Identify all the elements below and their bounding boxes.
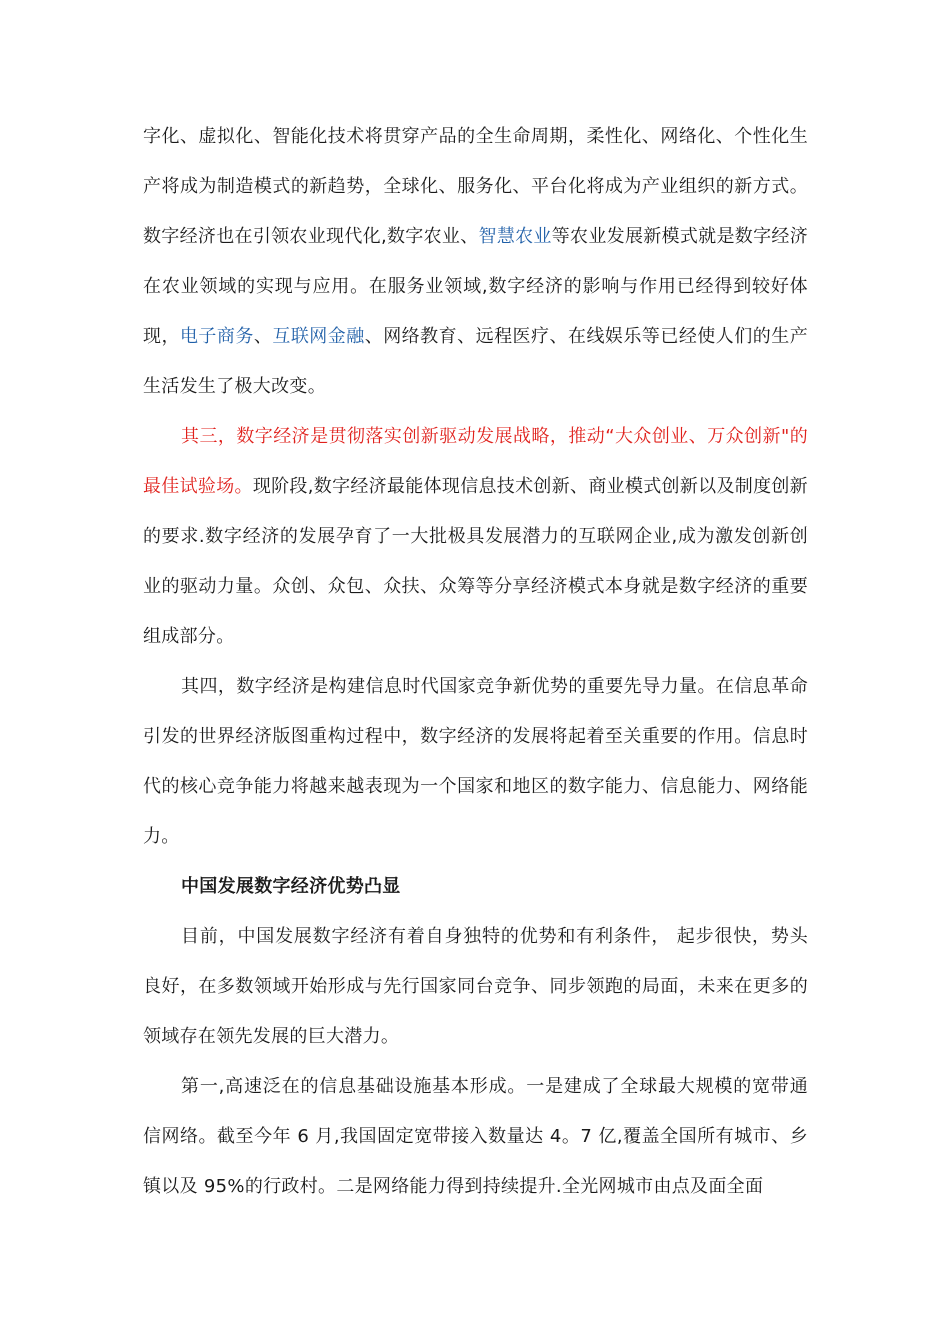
link-smart-agriculture[interactable]: 智慧农业: [478, 226, 552, 247]
paragraph-text: 、: [253, 326, 273, 347]
link-e-commerce[interactable]: 电子商务: [179, 326, 254, 347]
paragraph-text: 字化、虚拟化、智能化技术将贯穿产品的全生命周期，柔性化、网络化、个性化生产将成为制造模式的新趋势，全球化、服务化、平台化将成为产业组织的新方式。数字经济也在引领农业现代化,数字农业、: [143, 126, 808, 247]
paragraph-text: 、网络教育、远程医疗、在线娱乐等已经使人们的生产生活发生了极大改变。: [143, 326, 808, 397]
paragraph-text: 等农业发展新模式就是数字经济在农业领域的实现与应用。在服务业领域,数字经济的影响与作用已经得到较好体现，: [143, 226, 808, 347]
link-internet-finance[interactable]: 互联网金融: [272, 326, 365, 347]
paragraph-first-advantage: 第一,高速泛在的信息基础设施基本形成。一是建成了全球最大规模的宽带通信网络。截至今年 6 月,我国固定宽带接入数量达 4。7 亿,覆盖全国所有城市、乡镇以及 95%的行政村。二是网络能力得到持续提升.全光网城市由点及面全面: [143, 1076, 808, 1197]
paragraph-text: 现阶段,数字经济最能体现信息技术创新、商业模式创新以及制度创新的要求.数字经济的发展孕育了一大批极具发展潜力的互联网企业,成为激发创新创业的驱动力量。众创、众包、众扶、众筹等分享经济模式本身就是数字经济的重要组成部分。: [143, 476, 808, 647]
highlighted-statement: 其三，数字经济是贯彻落实创新驱动发展战略，推动“大众创业、万众创新"的最佳试验场。: [143, 426, 808, 497]
paragraph-industry-agriculture-services: [143, 112, 808, 412]
paragraph-current-situation: 目前，中国发展数字经济有着自身独特的优势和有利条件， 起步很快，势头良好，在多数领域开始形成与先行国家同台竞争、同步领跑的局面，未来在更多的领域存在领先发展的巨大潜力。: [143, 926, 808, 1047]
section-heading: 中国发展数字经济优势凸显: [181, 876, 401, 897]
paragraph-fourth-point: 其四，数字经济是构建信息时代国家竞争新优势的重要先导力量。在信息革命引发的世界经济版图重构过程中，数字经济的发展将起着至关重要的作用。信息时代的核心竞争能力将越来越表现为一个国家和地区的数字能力、信息能力、网络能力。: [143, 676, 808, 847]
paragraph-third-point: [143, 412, 808, 662]
